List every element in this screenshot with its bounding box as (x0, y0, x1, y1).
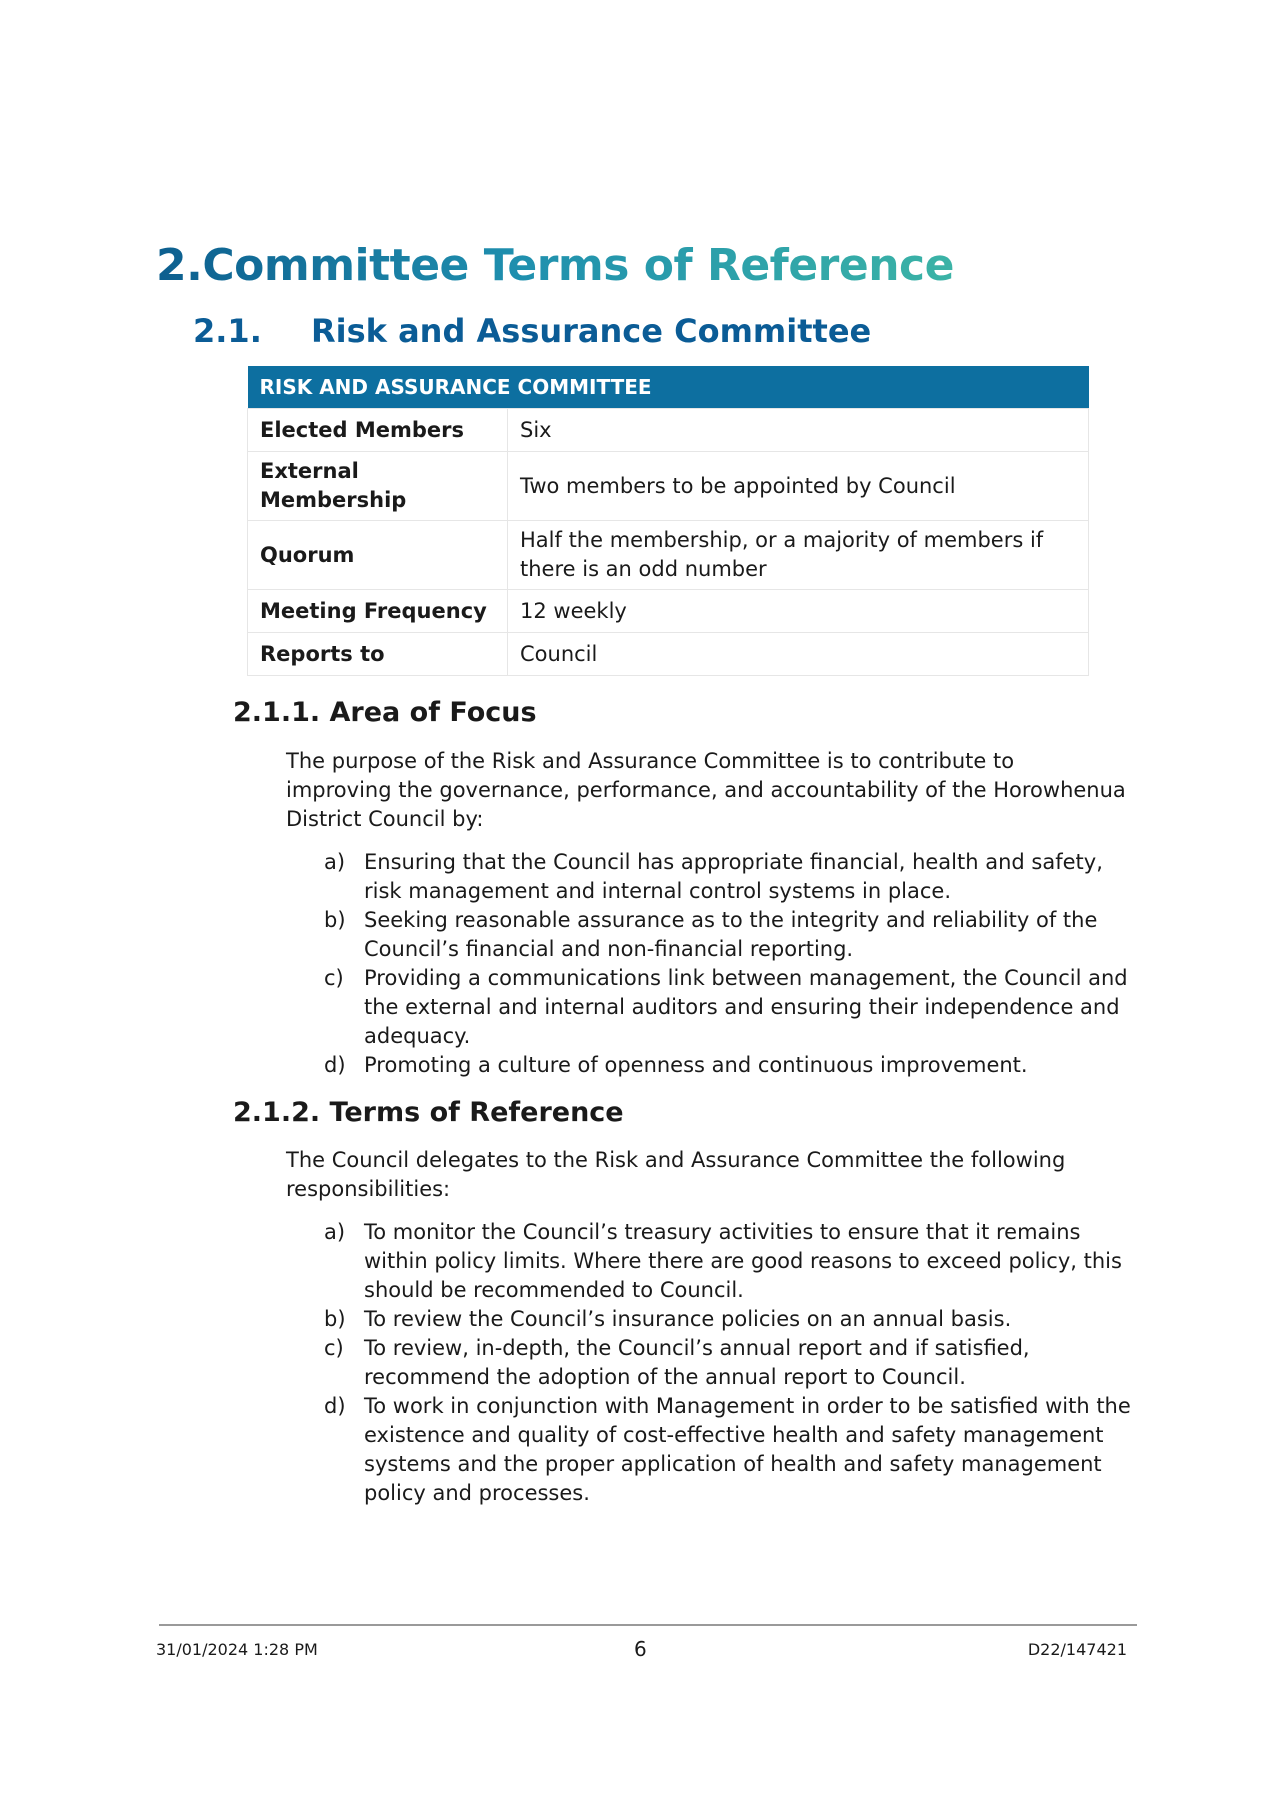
committee-table (247, 366, 1089, 676)
document-reference: D22/147421 (1027, 1640, 1127, 1659)
list-marker: c) (324, 1336, 344, 1360)
list-marker: b) (324, 1307, 346, 1331)
row-label: Meeting Frequency (248, 590, 508, 633)
row-label: Quorum (248, 521, 508, 590)
list-text: To monitor the Council’s treasury activities to ensure that it remains within policy limits. Where there are good reasons to exceed policy, this should be recommended to Council. (364, 1220, 1122, 1302)
terms-of-reference-heading: 2.1.2. Terms of Reference (233, 1097, 624, 1128)
row-value: Six (508, 409, 1089, 452)
list-text: To work in conjunction with Management in order to be satisfied with the existence and quality of cost-effective health and safety management systems and the proper application of health and safety management policy and processes. (364, 1394, 1131, 1505)
list-marker: c) (324, 966, 344, 990)
subsection-heading (193, 312, 871, 350)
list-item (318, 906, 1133, 964)
table-row (248, 409, 1089, 452)
row-value: 12 weekly (508, 590, 1089, 633)
area-of-focus-intro: The purpose of the Risk and Assurance Committee is to contribute to improving the governance, performance, and accountability of the Horowhenua District Council by: (286, 749, 1126, 831)
table-row (248, 633, 1089, 676)
row-label: Elected Members (248, 409, 508, 452)
footer-divider (159, 1624, 1137, 1626)
list-item (318, 1334, 1133, 1392)
area-of-focus-list (318, 848, 1133, 1080)
table-row (248, 452, 1089, 521)
list-marker: a) (324, 1220, 346, 1244)
terms-of-reference-list (318, 1218, 1133, 1508)
list-marker: d) (324, 1394, 346, 1418)
table-row (248, 590, 1089, 633)
list-marker: b) (324, 908, 346, 932)
footer-datetime: 31/01/2024 1:28 PM (156, 1640, 318, 1659)
section-heading: 2.Committee Terms of Reference (156, 240, 954, 291)
row-value: Two members to be appointed by Council (508, 452, 1089, 521)
subsection-number: 2.1. (193, 312, 262, 350)
list-text: Seeking reasonable assurance as to the integrity and reliability of the Council’s financial and non-financial reporting. (364, 908, 1098, 961)
table-header: RISK AND ASSURANCE COMMITTEE (248, 366, 1089, 409)
row-label: Reports to (248, 633, 508, 676)
list-item (318, 1392, 1133, 1508)
terms-of-reference-intro: The Council delegates to the Risk and Assurance Committee the following responsibilities: (286, 1148, 1066, 1201)
list-item (318, 1218, 1133, 1305)
area-of-focus-heading: 2.1.1. Area of Focus (233, 697, 537, 728)
list-text: Providing a communications link between management, the Council and the external and internal auditors and ensuring their independence and adequacy. (364, 966, 1128, 1048)
list-item (318, 964, 1133, 1051)
list-text: Promoting a culture of openness and continuous improvement. (364, 1053, 1028, 1077)
row-value: Half the membership, or a majority of members if there is an odd number (508, 521, 1089, 590)
row-value: Council (508, 633, 1089, 676)
list-marker: a) (324, 850, 346, 874)
row-label: External Membership (248, 452, 508, 521)
list-item (318, 1305, 1133, 1334)
list-text: Ensuring that the Council has appropriate financial, health and safety, risk management and internal control systems in place. (364, 850, 1103, 903)
subsection-title: Risk and Assurance Committee (311, 312, 872, 350)
list-item (318, 1051, 1133, 1080)
list-marker: d) (324, 1053, 346, 1077)
page-number: 6 (634, 1637, 647, 1661)
list-item (318, 848, 1133, 906)
list-text: To review the Council’s insurance policies on an annual basis. (364, 1307, 1012, 1331)
list-text: To review, in-depth, the Council’s annual report and if satisfied, recommend the adoption of the annual report to Council. (364, 1336, 1030, 1389)
table-row (248, 521, 1089, 590)
